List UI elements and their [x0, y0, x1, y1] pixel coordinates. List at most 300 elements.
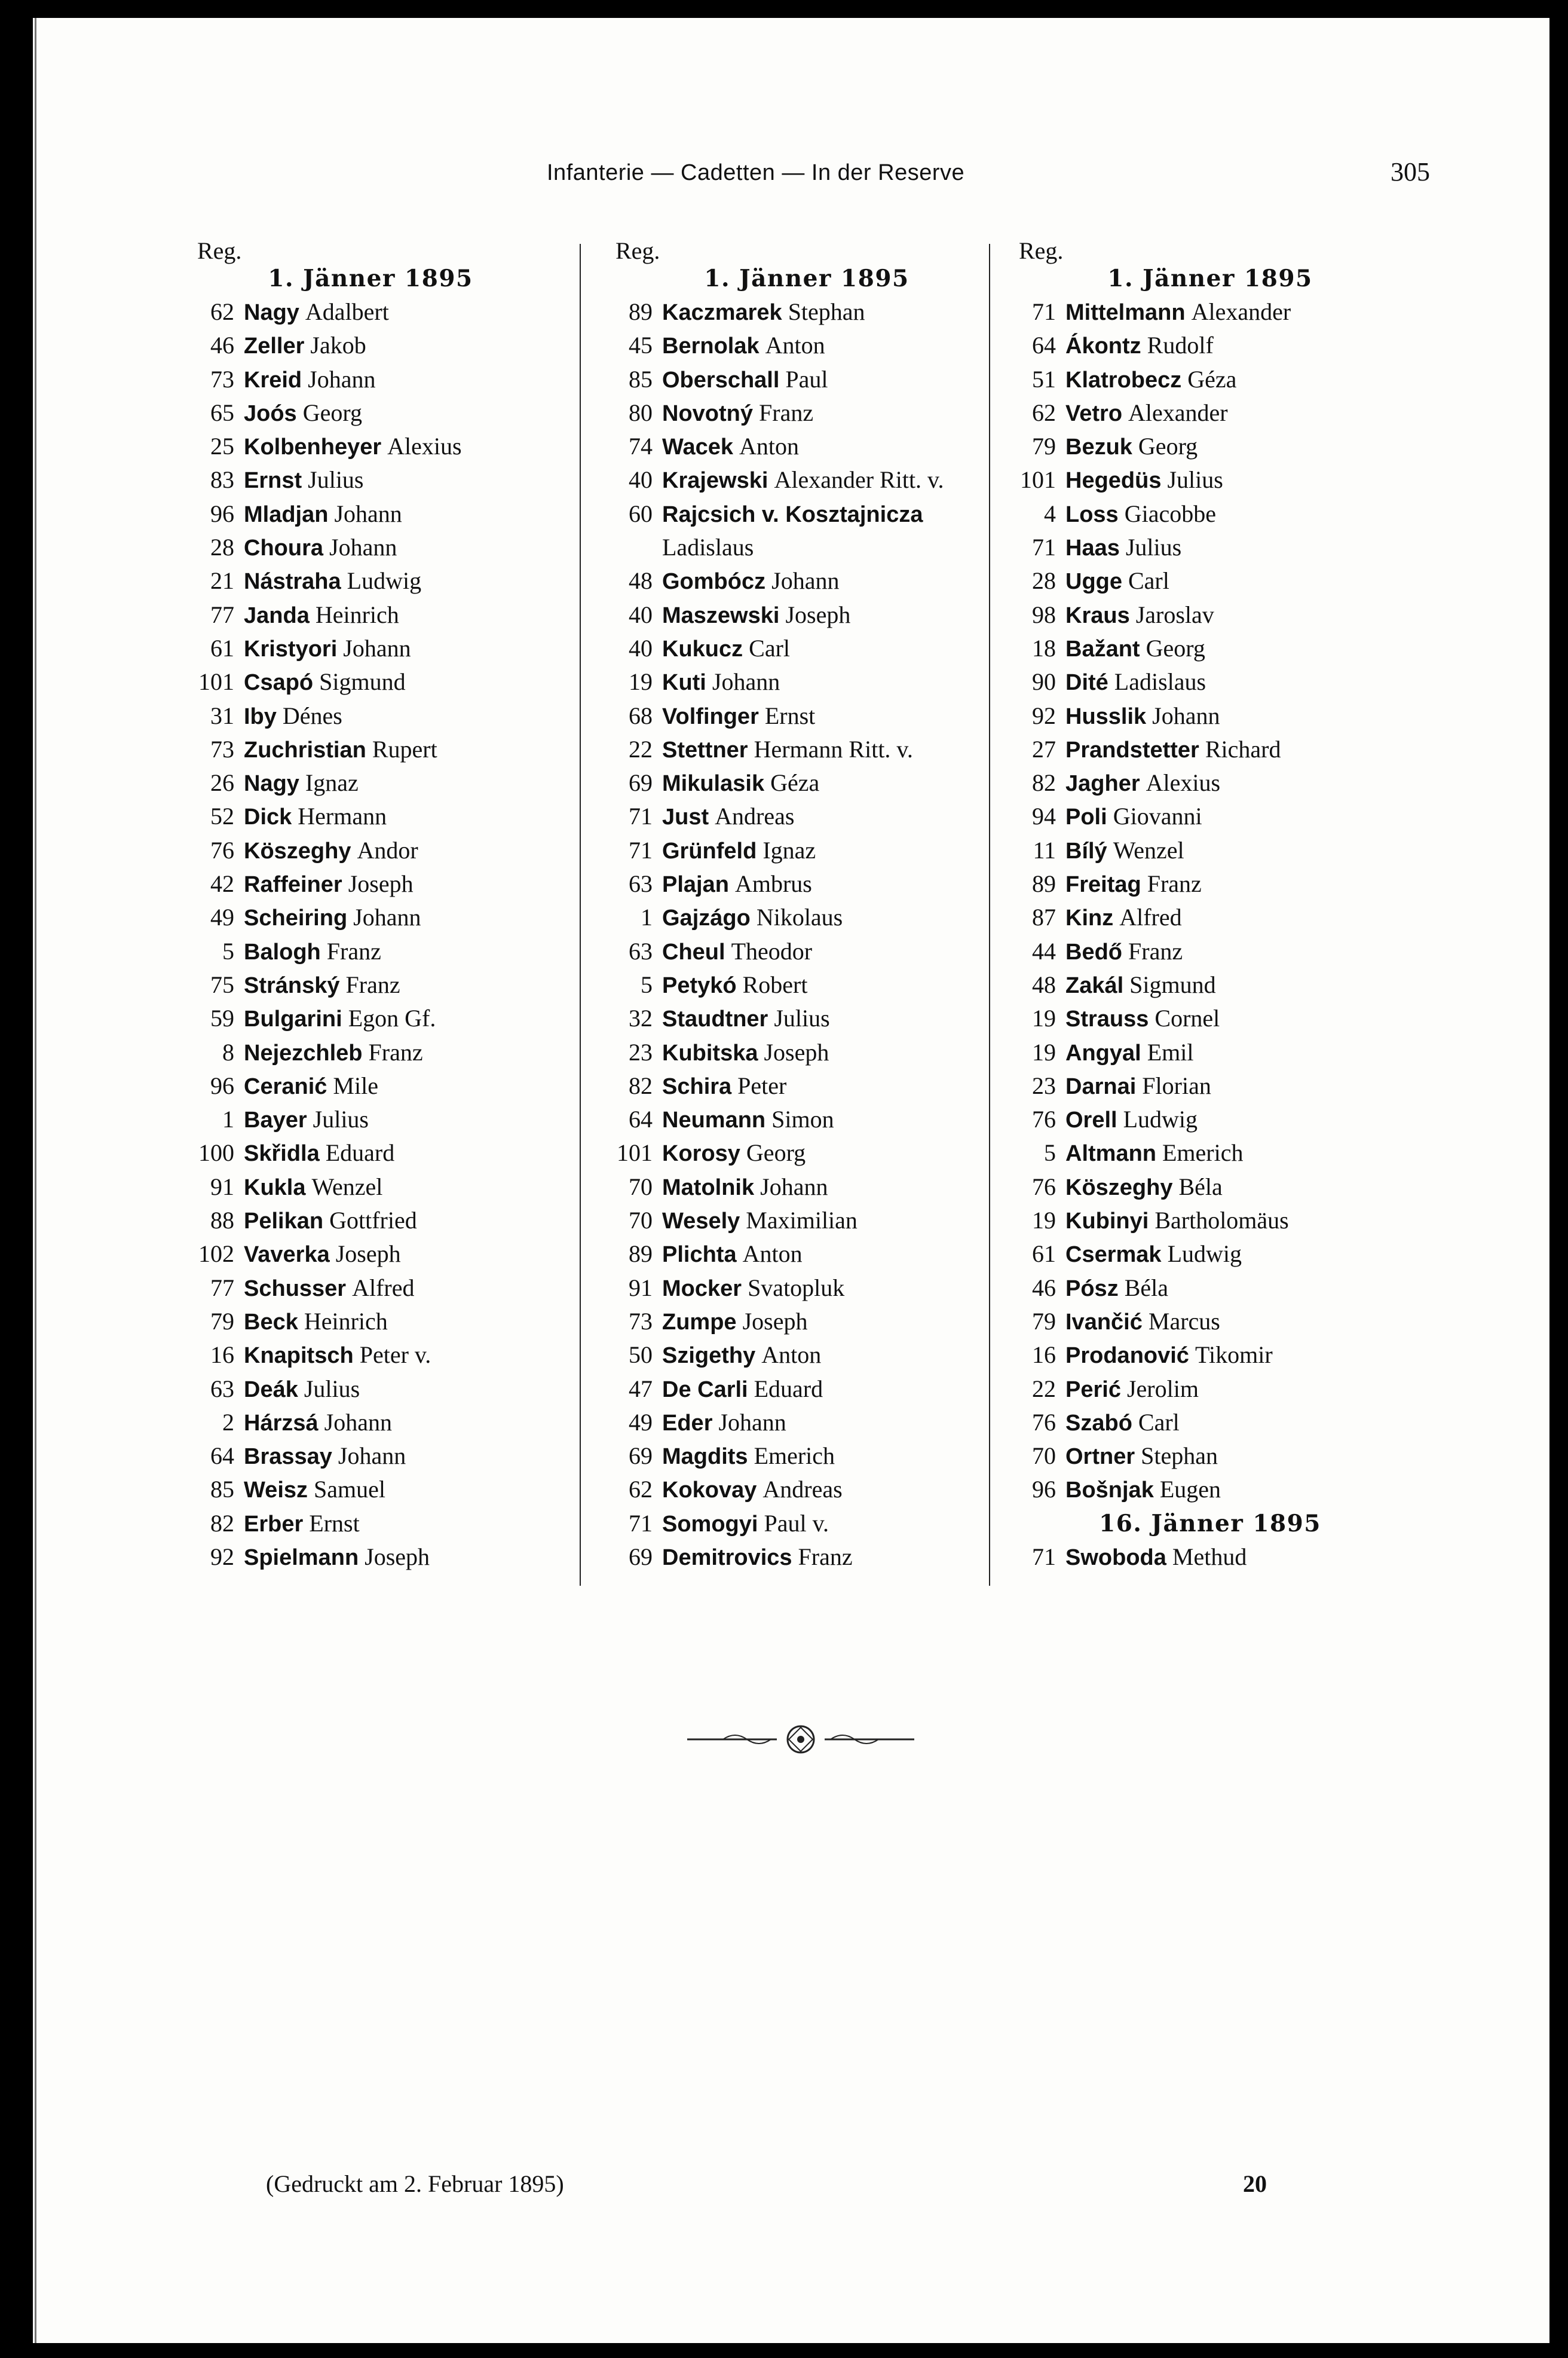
surname: Prodanović: [1065, 1343, 1189, 1369]
surname: Ernst: [244, 468, 302, 494]
surname: Nástraha: [244, 569, 341, 595]
given-name: Géza: [1187, 365, 1237, 393]
given-name: Georg: [746, 1139, 806, 1167]
given-name: Ladislaus: [1114, 668, 1206, 696]
given-name: Johann: [1152, 702, 1220, 729]
list-item: [995, 1136, 1425, 1170]
regiment-number: 26: [210, 769, 234, 797]
sheet-number: 20: [1243, 2170, 1267, 2197]
regiment-number: 70: [629, 1173, 653, 1200]
surname: Raffeiner: [244, 872, 342, 898]
list-item: [173, 935, 568, 968]
regiment-number: 18: [1032, 634, 1056, 662]
given-name: Rupert: [372, 735, 437, 763]
given-name: Paul v.: [764, 1509, 829, 1537]
surname: Joós: [244, 400, 297, 426]
surname: Balogh: [244, 939, 321, 965]
given-name: Julius: [313, 1106, 369, 1133]
surname: Korosy: [662, 1141, 740, 1167]
given-name: Ludwig: [1167, 1240, 1242, 1268]
given-name: Emerich: [1162, 1139, 1244, 1167]
surname: Mikulasik: [662, 771, 765, 797]
regiment-number: 5: [222, 937, 234, 965]
list-item: [995, 1170, 1425, 1204]
surname: Ceranić: [244, 1074, 327, 1099]
list-item: [173, 699, 568, 733]
surname: Bošnjak: [1065, 1478, 1154, 1503]
list-item: [995, 834, 1425, 867]
list-item: [173, 1204, 568, 1237]
surname: Bažant: [1065, 636, 1140, 662]
regiment-number: 22: [1032, 1375, 1056, 1402]
regiment-number: 50: [629, 1341, 653, 1369]
given-name: Joseph: [764, 1038, 829, 1066]
regiment-number: 28: [210, 534, 234, 561]
list-item: [995, 497, 1425, 531]
given-name: Franz: [326, 937, 381, 965]
list-item: [173, 1372, 568, 1406]
list-item: [995, 396, 1425, 430]
surname: Nagy: [244, 300, 299, 325]
list-item: [173, 329, 568, 362]
list-item: [173, 1271, 568, 1305]
surname: Eder: [662, 1410, 713, 1436]
regiment-number: 89: [629, 1240, 653, 1268]
list-item: [173, 531, 568, 564]
regiment-number: 27: [1032, 735, 1056, 763]
list-item: [995, 1069, 1425, 1103]
regiment-number: 71: [629, 1509, 653, 1537]
list-item: [173, 1136, 568, 1170]
given-name: Alexander: [1128, 399, 1228, 426]
surname: Hárzsá: [244, 1410, 318, 1436]
list-item: [995, 1002, 1425, 1035]
surname: Demitrovics: [662, 1545, 792, 1570]
given-name: Alexander Ritt. v.: [774, 466, 944, 494]
list-item: [592, 329, 1022, 362]
given-name: Béla: [1178, 1173, 1223, 1200]
given-name: Anton: [765, 332, 825, 359]
given-name: Béla: [1124, 1274, 1169, 1301]
given-name: Mile: [333, 1072, 378, 1099]
given-name: Marcus: [1148, 1307, 1220, 1335]
given-name: Johann: [343, 634, 411, 662]
given-name: Alexius: [1146, 769, 1221, 797]
list-item: [995, 867, 1425, 901]
surname: Dité: [1065, 670, 1108, 696]
surname: Darnai: [1065, 1074, 1137, 1099]
regiment-number: 1: [641, 904, 653, 931]
surname: Erber: [244, 1511, 304, 1537]
regiment-number: 69: [629, 1543, 653, 1570]
regiment-number: 61: [1032, 1240, 1056, 1268]
reg-label: Reg.: [1019, 237, 1064, 264]
given-name: Joseph: [785, 601, 851, 628]
regiment-number: 73: [629, 1307, 653, 1335]
surname: Kubinyi: [1065, 1209, 1149, 1234]
list-item: [592, 1103, 1022, 1136]
regiment-number: 48: [629, 567, 653, 595]
column-2: [592, 238, 1022, 1574]
regiment-number: 46: [1032, 1274, 1056, 1301]
column-3: [995, 238, 1425, 1574]
surname: Wesely: [662, 1209, 740, 1234]
regiment-number: 60: [629, 500, 653, 527]
surname: Vaverka: [244, 1242, 330, 1268]
given-name: Giacobbe: [1124, 500, 1216, 527]
section-date-heading: 16. Jänner 1895: [1099, 1509, 1321, 1537]
regiment-number: 49: [210, 904, 234, 931]
list-item: [592, 901, 1022, 934]
surname: Beck: [244, 1309, 298, 1335]
regiment-number: 101: [198, 668, 234, 696]
regiment-number: 96: [1032, 1476, 1056, 1503]
regiment-number: 46: [210, 332, 234, 359]
surname: Pelikan: [244, 1209, 324, 1234]
surname: Kinz: [1065, 906, 1114, 931]
regiment-number: 85: [210, 1476, 234, 1503]
surname: Plajan: [662, 872, 729, 898]
list-item: [592, 1439, 1022, 1473]
given-name: Alfred: [352, 1274, 415, 1301]
surname: Zumpe: [662, 1309, 737, 1335]
binding-edge: [35, 18, 36, 2343]
regiment-number: 75: [210, 971, 234, 998]
given-name: Ignaz: [305, 769, 359, 797]
list-item: [173, 968, 568, 1002]
regiment-number: 62: [210, 298, 234, 325]
regiment-number: 40: [629, 601, 653, 628]
surname: Ugge: [1065, 569, 1122, 595]
given-name: Peter: [737, 1072, 787, 1099]
list-item: [592, 463, 1022, 497]
list-item: [173, 1036, 568, 1069]
column-1: [173, 238, 568, 1574]
list-item: [592, 800, 1022, 833]
regiment-number: 79: [1032, 433, 1056, 460]
regiment-number: 91: [210, 1173, 234, 1200]
surname: Krajewski: [662, 468, 768, 494]
list-item: [592, 1305, 1022, 1338]
given-name: Samuel: [314, 1476, 385, 1503]
given-name: Maximilian: [746, 1207, 858, 1234]
surname: Somogyi: [662, 1511, 758, 1537]
regiment-number: 92: [210, 1543, 234, 1570]
regiment-number: 19: [1032, 1207, 1056, 1234]
ornament-divider: [687, 1721, 914, 1757]
regiment-number: 76: [1032, 1408, 1056, 1436]
given-name: Simon: [771, 1106, 834, 1133]
list-item: [995, 329, 1425, 362]
surname: Bernolak: [662, 334, 760, 359]
surname: Köszeghy: [244, 838, 351, 864]
regiment-number: 70: [1032, 1442, 1056, 1470]
surname: Angyal: [1065, 1040, 1141, 1066]
list-item: [173, 867, 568, 901]
surname: Jagher: [1065, 771, 1140, 797]
regiment-number: 2: [222, 1408, 234, 1436]
list-item: [995, 564, 1425, 598]
list-item: [592, 1170, 1022, 1204]
surname: Hegedüs: [1065, 468, 1162, 494]
given-name: Johann: [338, 1442, 406, 1470]
given-name: Ludwig: [1123, 1106, 1198, 1133]
regiment-number: 40: [629, 634, 653, 662]
regiment-number: 62: [629, 1476, 653, 1503]
surname: Kokovay: [662, 1478, 757, 1503]
regiment-number: 82: [629, 1072, 653, 1099]
surname: Zakál: [1065, 972, 1124, 998]
regiment-number: 89: [1032, 870, 1056, 898]
surname: Kreid: [244, 367, 302, 393]
surname: Ivančić: [1065, 1309, 1143, 1335]
given-name: Emil: [1147, 1038, 1194, 1066]
given-name: Richard: [1205, 735, 1281, 763]
list-item: [592, 1204, 1022, 1237]
list-item: [173, 1540, 568, 1574]
list-item: [995, 1473, 1425, 1506]
regiment-number: 88: [210, 1207, 234, 1234]
regiment-number: 71: [629, 803, 653, 830]
regiment-number: 77: [210, 601, 234, 628]
regiment-number: 22: [629, 735, 653, 763]
list-item: [995, 295, 1425, 329]
list-item: [592, 867, 1022, 901]
given-name: Rudolf: [1147, 332, 1214, 359]
regiment-number: 16: [1032, 1341, 1056, 1369]
regiment-number: 64: [210, 1442, 234, 1470]
list-item: [592, 699, 1022, 733]
surname: Szabó: [1065, 1410, 1132, 1436]
surname: Plichta: [662, 1242, 737, 1268]
surname: Schira: [662, 1074, 732, 1099]
given-name: Tikomir: [1195, 1341, 1273, 1369]
regiment-number: 69: [629, 769, 653, 797]
list-item: [995, 935, 1425, 968]
regiment-number: 74: [629, 433, 653, 460]
print-date: (Gedruckt am 2. Februar 1895): [266, 2170, 564, 2197]
surname: Köszeghy: [1065, 1175, 1173, 1200]
regiment-number: 44: [1032, 937, 1056, 965]
given-name: Franz: [368, 1038, 423, 1066]
list-item: [173, 1406, 568, 1439]
list-item: [592, 363, 1022, 396]
list-item: [592, 1069, 1022, 1103]
list-item: [592, 295, 1022, 329]
given-name: Ambrus: [734, 870, 812, 898]
surname: Stettner: [662, 737, 748, 763]
regiment-number: 71: [1032, 298, 1056, 325]
given-name: Julius: [304, 1375, 360, 1402]
surname: Scheiring: [244, 906, 348, 931]
given-name: Sigmund: [319, 668, 406, 696]
reg-label: Reg.: [197, 237, 242, 264]
regiment-number: 1: [222, 1106, 234, 1133]
list-item: [173, 733, 568, 766]
regiment-number: 51: [1032, 365, 1056, 393]
given-name: Eduard: [754, 1375, 823, 1402]
list-item: [995, 699, 1425, 733]
given-name: Franz: [1147, 870, 1202, 898]
surname: Kuti: [662, 670, 706, 696]
list-item: [592, 1372, 1022, 1406]
regiment-number: 90: [1032, 668, 1056, 696]
list-item: [592, 1002, 1022, 1035]
surname: Perić: [1065, 1377, 1121, 1402]
surname: Csapó: [244, 670, 314, 696]
surname: Schusser: [244, 1276, 347, 1301]
given-name: Ignaz: [762, 836, 816, 864]
list-item: [995, 430, 1425, 463]
list-item: [173, 1439, 568, 1473]
list-item: [173, 632, 568, 665]
regiment-number: 47: [629, 1375, 653, 1402]
regiment-number: 71: [629, 836, 653, 864]
regiment-number: 79: [1032, 1307, 1056, 1335]
list-item: [592, 1507, 1022, 1540]
given-name: Joseph: [742, 1307, 808, 1335]
regiment-number: 91: [629, 1274, 653, 1301]
given-name: Johann: [308, 365, 376, 393]
given-name: Hermann Ritt. v.: [754, 735, 913, 763]
given-name: Joseph: [348, 870, 414, 898]
list-item: [592, 1540, 1022, 1574]
list-item: [592, 497, 1022, 531]
list-item: [173, 800, 568, 833]
regiment-number: 32: [629, 1005, 653, 1032]
given-name: Johann: [334, 500, 402, 527]
list-item: [173, 1103, 568, 1136]
regiment-number: 101: [1020, 466, 1056, 494]
list-item: [173, 463, 568, 497]
given-name: Ernst: [309, 1509, 360, 1537]
surname: Staudtner: [662, 1007, 768, 1032]
regiment-number: 23: [629, 1038, 653, 1066]
given-name: Adalbert: [305, 298, 389, 325]
given-name: Anton: [739, 433, 799, 460]
surname: Knapitsch: [244, 1343, 354, 1369]
list-item: [592, 632, 1022, 665]
list-item: [995, 1204, 1425, 1237]
surname: Dick: [244, 805, 292, 830]
given-name: Hermann: [298, 803, 387, 830]
given-name: Anton: [761, 1341, 822, 1369]
regiment-number: 73: [210, 735, 234, 763]
surname: Pósz: [1065, 1276, 1119, 1301]
surname: Mocker: [662, 1276, 742, 1301]
given-name: Andor: [357, 836, 418, 864]
regiment-number: 19: [1032, 1038, 1056, 1066]
given-name: Johann: [329, 534, 397, 561]
list-item: [592, 1237, 1022, 1271]
regiment-number: 87: [1032, 904, 1056, 931]
regiment-number: 40: [629, 466, 653, 494]
list-item: [173, 598, 568, 632]
surname: Kukucz: [662, 636, 743, 662]
list-item: [592, 834, 1022, 867]
given-name: Wenzel: [311, 1173, 383, 1200]
section-date-heading: 1. Jänner 1895: [1107, 265, 1313, 292]
regiment-number: 89: [629, 298, 653, 325]
given-name: Egon Gf.: [348, 1005, 436, 1032]
surname: Matolnik: [662, 1175, 755, 1200]
surname: Bezuk: [1065, 435, 1132, 460]
surname: Haas: [1065, 536, 1120, 561]
given-name: Andreas: [715, 803, 795, 830]
regiment-number: 96: [210, 1072, 234, 1099]
given-name: Wenzel: [1113, 836, 1184, 864]
given-name: Nikolaus: [756, 904, 843, 931]
surname: Kubitska: [662, 1040, 758, 1066]
surname: Petykó: [662, 972, 737, 998]
surname: Zuchristian: [244, 737, 366, 763]
regiment-number: 16: [210, 1341, 234, 1369]
running-header: Infanterie — Cadetten — In der Reserve: [547, 160, 965, 185]
given-name: Joseph: [365, 1543, 430, 1570]
given-name: Alfred: [1119, 904, 1182, 931]
regiment-number: 64: [1032, 332, 1056, 359]
regiment-number: 85: [629, 365, 653, 393]
list-item: [995, 968, 1425, 1002]
list-item: [995, 363, 1425, 396]
given-name: Ludwig: [347, 567, 422, 595]
regiment-number: 62: [1032, 399, 1056, 426]
regiment-number: 59: [210, 1005, 234, 1032]
regiment-number: 71: [1032, 1543, 1056, 1570]
list-item: [592, 935, 1022, 968]
list-item: [173, 396, 568, 430]
list-item: [995, 1406, 1425, 1439]
list-item: [592, 430, 1022, 463]
surname: Zeller: [244, 334, 305, 359]
list-item: [995, 1372, 1425, 1406]
surname: Neumann: [662, 1108, 766, 1133]
surname: Altmann: [1065, 1141, 1156, 1167]
given-name: Paul: [785, 365, 828, 393]
reg-label: Reg.: [615, 237, 660, 264]
surname: Swoboda: [1065, 1545, 1166, 1570]
list-item: [173, 665, 568, 699]
given-name: Carl: [1128, 567, 1169, 595]
regiment-number: 101: [617, 1139, 653, 1167]
given-name: Giovanni: [1113, 803, 1202, 830]
regiment-number: 31: [210, 702, 234, 729]
list-item: [995, 733, 1425, 766]
given-name: Cornel: [1154, 1005, 1220, 1032]
given-name: Peter v.: [359, 1341, 431, 1369]
given-name: Georg: [1146, 634, 1205, 662]
list-item: [995, 766, 1425, 800]
regiment-number: 82: [210, 1509, 234, 1537]
regiment-number: 94: [1032, 803, 1056, 830]
surname: Prandstetter: [1065, 737, 1199, 763]
surname: Rajcsich v. Kosztajnicza: [662, 501, 923, 527]
given-name: Julius: [1125, 534, 1182, 561]
regiment-number: 76: [1032, 1173, 1056, 1200]
list-item: [995, 598, 1425, 632]
given-name: Emerich: [754, 1442, 835, 1470]
surname: Bulgarini: [244, 1007, 342, 1032]
surname: Magdits: [662, 1444, 748, 1470]
given-name: Eugen: [1159, 1476, 1221, 1503]
given-name: Sigmund: [1129, 971, 1216, 998]
regiment-number: 92: [1032, 702, 1056, 729]
given-name: Heinrich: [315, 601, 399, 628]
given-name: Gottfried: [329, 1207, 417, 1234]
surname: Mittelmann: [1065, 300, 1186, 325]
surname: Ákontz: [1065, 334, 1141, 359]
regiment-number: 79: [210, 1307, 234, 1335]
